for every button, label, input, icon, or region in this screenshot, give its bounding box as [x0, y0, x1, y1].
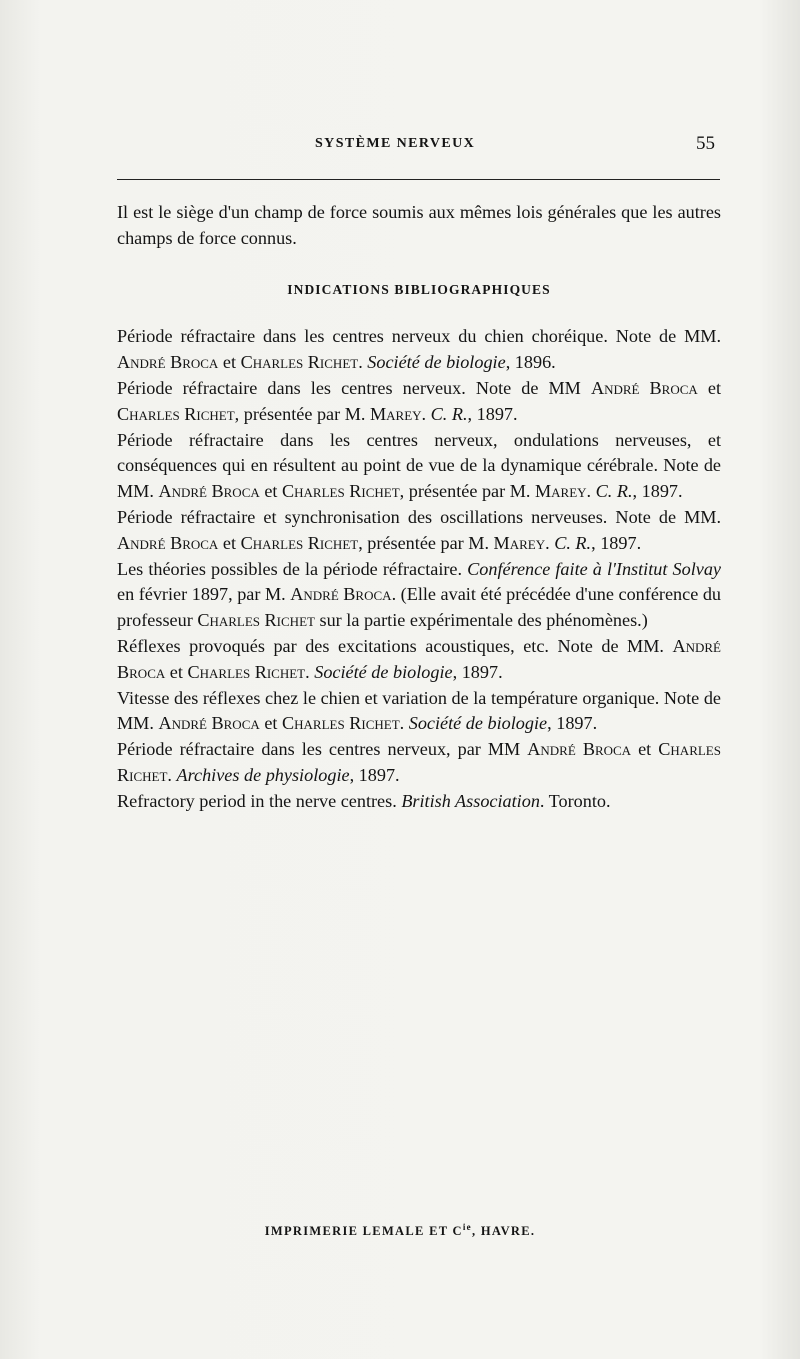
author-name: André Broca	[117, 352, 219, 373]
reference-list	[117, 324, 721, 814]
reference-text: , 1896.	[505, 352, 556, 373]
reference-text: , 1897.	[452, 661, 503, 682]
reference-text: .	[545, 532, 555, 553]
author-name: André Broca	[158, 713, 260, 734]
reference-text: Vitesse des réflexes chez le chien et variation de la température organique. Note de MM.	[117, 687, 721, 734]
reference-text: . Toronto.	[539, 790, 611, 811]
reference-text: .	[421, 403, 431, 424]
publication-title: C. R.	[595, 481, 633, 502]
reference-entry	[117, 376, 721, 428]
reference-text: .	[305, 661, 315, 682]
reference-text: . (Elle avait été précédée d'une conférence du professeur	[117, 584, 722, 631]
reference-text: , présentée par M.	[358, 532, 494, 553]
reference-text: , 1897.	[349, 764, 400, 785]
publication-title: British Association	[401, 790, 540, 811]
reference-entry	[117, 428, 721, 505]
publication-title: Archives de physiologie	[176, 764, 350, 785]
author-name: Charles Richet	[240, 352, 359, 373]
header-rule	[117, 179, 720, 180]
reference-text: et	[259, 481, 282, 502]
reference-text: Les théories possibles de la période réfractaire.	[117, 558, 468, 579]
reference-entry	[117, 789, 721, 815]
author-name: Charles Richet	[197, 610, 315, 631]
reference-text: , 1897.	[591, 532, 642, 553]
author-name: Charles Richet	[282, 481, 400, 502]
printer-name: IMPRIMERIE LEMALE ET C	[264, 1224, 463, 1239]
intro-paragraph: Il est le siège d'un champ de force soumis aux mêmes lois générales que les autres champs de force connus.	[117, 202, 721, 248]
author-name: Charles Richet	[187, 661, 306, 682]
author-name: Charles Richet	[117, 739, 721, 785]
reference-text: et	[218, 352, 241, 373]
reference-text: Période réfractaire dans les centres nerveux, ondulations nerveuses, et conséquences qui en résultent au point de vue de la dynamique cérébrale. Note de MM.	[117, 429, 721, 502]
reference-entry	[117, 324, 721, 376]
printer-superscript: ie	[462, 1222, 472, 1232]
reference-text: et	[218, 532, 241, 553]
author-name: Marey	[534, 481, 587, 502]
reference-text: Refractory period in the nerve centres.	[117, 790, 402, 811]
printer-city: , HAVRE.	[471, 1224, 536, 1239]
author-name: Marey	[369, 403, 422, 424]
publication-title: Société de biologie	[367, 352, 506, 373]
author-name: Charles Richet	[240, 532, 359, 553]
author-name: André Broca	[117, 532, 219, 553]
reference-text: en février 1897, par M.	[117, 584, 291, 605]
reference-entry	[117, 686, 721, 738]
running-head	[0, 133, 800, 157]
reference-text: , 1897.	[632, 481, 683, 502]
reference-text: .	[167, 764, 177, 785]
reference-text: , 1897.	[547, 713, 598, 734]
author-name: André Broca	[590, 377, 698, 398]
printer-imprint	[0, 1222, 800, 1239]
publication-title: Conférence faite à l'Institut Solvay	[467, 558, 721, 579]
author-name: André Broca	[290, 584, 392, 605]
reference-text: , 1897.	[467, 403, 518, 424]
reference-text: et	[697, 377, 721, 398]
author-name: André Broca	[158, 481, 260, 502]
publication-title: Société de biologie	[314, 661, 453, 682]
reference-entry	[117, 557, 721, 634]
reference-text: , présentée par M.	[399, 481, 535, 502]
section-heading: INDICATIONS BIBLIOGRAPHIQUES	[287, 281, 551, 297]
author-name: André Broca	[117, 635, 721, 682]
reference-text: Réflexes provoqués par des excitations acoustiques, etc. Note de MM.	[117, 635, 673, 656]
reference-text: et	[259, 713, 282, 734]
reference-text: sur la partie expérimentale des phénomènes.)	[314, 610, 648, 631]
reference-entry	[117, 737, 721, 789]
reference-text: .	[358, 352, 368, 373]
reference-text: Période réfractaire dans les centres nerveux, par MM	[117, 739, 528, 760]
running-title: SYSTÈME NERVEUX	[315, 136, 476, 151]
reference-text: Période réfractaire et synchronisation des oscillations nerveuses. Note de MM.	[117, 506, 721, 527]
reference-text: Période réfractaire dans les centres nerveux du chien choréique. Note de MM.	[117, 326, 721, 347]
author-name: André Broca	[527, 739, 632, 760]
author-name: Charles Richet	[117, 403, 235, 424]
reference-text: .	[586, 481, 596, 502]
reference-text: et	[631, 739, 659, 760]
author-name: Marey	[493, 532, 546, 553]
reference-text: Période réfractaire dans les centres nerveux. Note de MM	[117, 377, 591, 398]
reference-text: et	[165, 661, 188, 682]
page-number: 55	[696, 133, 715, 154]
publication-title: C. R.	[430, 403, 468, 424]
reference-text: .	[399, 713, 409, 734]
author-name: Charles Richet	[282, 713, 400, 734]
body-text	[117, 200, 721, 815]
reference-entry	[117, 634, 721, 686]
reference-text: , présentée par M.	[234, 403, 370, 424]
publication-title: Société de biologie	[408, 713, 548, 734]
reference-entry	[117, 505, 721, 557]
publication-title: C. R.	[554, 532, 592, 553]
